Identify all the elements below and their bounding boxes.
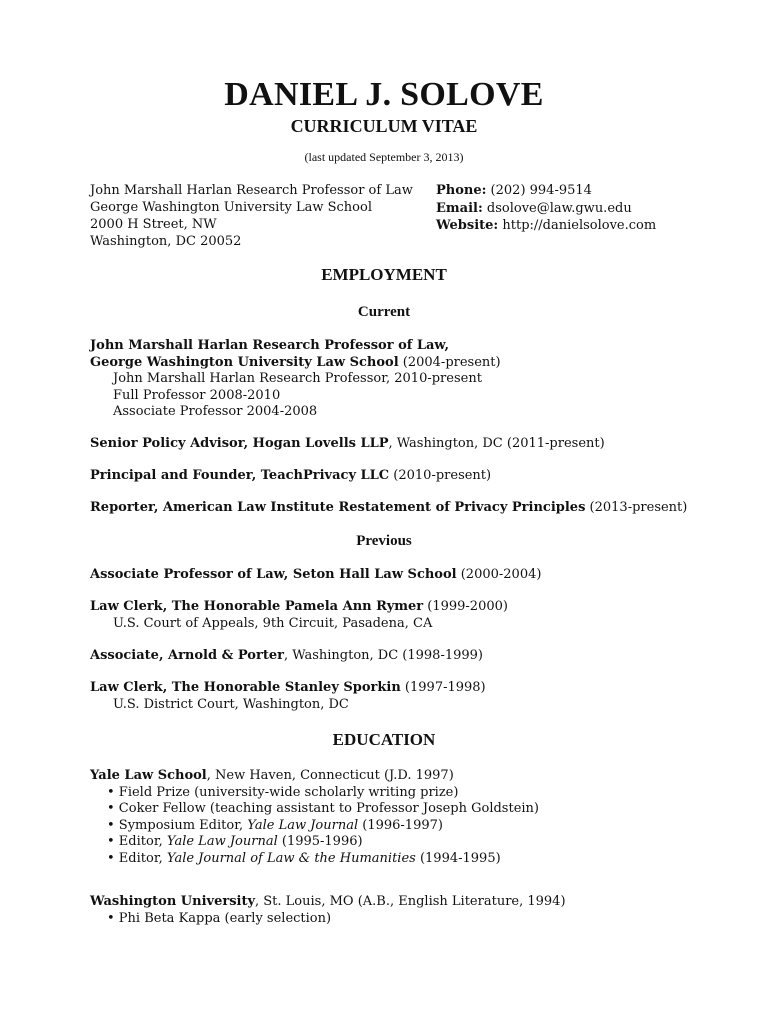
employment-heading: EMPLOYMENT (321, 265, 447, 284)
website-line (436, 217, 656, 235)
employment-entry (90, 599, 730, 632)
education-entry (90, 894, 730, 927)
current-heading: Current (357, 304, 411, 320)
address-line: John Marshall Harlan Research Professor of Law (90, 183, 413, 198)
email-line (436, 200, 656, 218)
website-link[interactable]: http://danielsolove.com (498, 218, 657, 233)
employment-entry (90, 500, 730, 517)
honor-item: • Symposium Editor, Yale Law Journal (1996-1997) (107, 817, 443, 833)
phone-label: Phone: (436, 183, 487, 198)
honor-item: • Editor, Yale Law Journal (1995-1996) (107, 834, 363, 849)
employment-entry (90, 680, 730, 713)
address-line: Washington, DC 20052 (90, 234, 242, 249)
honor-item: • Coker Fellow (teaching assistant to Professor Joseph Goldstein) (107, 801, 540, 816)
contact-info (436, 182, 656, 235)
position-detail: John Marshall Harlan Research Professor, 2010-present (113, 371, 482, 386)
address-line: George Washington University Law School (90, 200, 372, 215)
honor-item: • Editor, Yale Journal of Law & the Humanities (1994-1995) (107, 850, 501, 866)
position-detail: U.S. District Court, Washington, DC (113, 696, 349, 712)
phone-line (436, 182, 656, 200)
position-detail: U.S. Court of Appeals, 9th Circuit, Pasadena, CA (113, 615, 433, 631)
position-title: Associate, Arnold & Porter (90, 648, 284, 663)
mailing-address (90, 182, 413, 250)
position-title: Law Clerk, The Honorable Stanley Sporkin (90, 680, 401, 695)
position-details: (2013-present) (585, 500, 688, 515)
position-detail: Full Professor 2008-2010 (113, 387, 281, 403)
employment-entry (90, 436, 730, 453)
education-heading: EDUCATION (332, 730, 436, 749)
employment-entry (90, 338, 730, 421)
position-title: John Marshall Harlan Research Professor of Law, (90, 338, 450, 353)
position-title: Principal and Founder, TeachPrivacy LLC (90, 468, 390, 483)
address-line: 2000 H Street, NW (90, 217, 217, 232)
position-title: Senior Policy Advisor, Hogan Lovells LLP (90, 436, 389, 451)
honor-item: • Phi Beta Kappa (early selection) (107, 910, 332, 926)
position-dates: (2004-present) (398, 354, 501, 370)
position-title-cont: , American Law Institute Restatement of Privacy Principles (153, 500, 586, 515)
previous-heading: Previous (356, 533, 412, 549)
employment-entry (90, 648, 730, 665)
position-details: , Washington, DC (2011-present) (388, 436, 605, 451)
document-title: CURRICULUM VITAE (290, 116, 478, 136)
school-name: Washington University (90, 894, 256, 909)
school-details: , St. Louis, MO (A.B., English Literature, 1994) (255, 894, 566, 909)
school-details: , New Haven, Connecticut (J.D. 1997) (206, 768, 454, 783)
position-details: (1997-1998) (400, 680, 486, 695)
employment-entry (90, 567, 730, 584)
phone-value: (202) 994-9514 (486, 183, 592, 198)
employment-entry (90, 468, 730, 485)
email-value[interactable]: dsolove@law.gwu.edu (482, 200, 632, 216)
position-title: Reporter (90, 500, 154, 515)
education-entry (90, 768, 730, 867)
school-name: Yale Law School (90, 768, 207, 783)
honor-item: • Field Prize (university-wide scholarly writing prize) (107, 784, 459, 800)
position-details: , Washington, DC (1998-1999) (283, 648, 483, 663)
position-details: (2010-present) (389, 468, 492, 483)
position-details: (2000-2004) (456, 567, 542, 582)
position-title: Associate Professor of Law, Seton Hall Law School (90, 567, 457, 582)
website-label: Website: (436, 218, 499, 233)
position-details: (1999-2000) (423, 599, 508, 614)
position-title: Law Clerk, The Honorable Pamela Ann Rymer (90, 599, 424, 614)
last-updated-note: (last updated September 3, 2013) (304, 150, 464, 164)
author-name: DANIEL J. SOLOVE (224, 76, 544, 113)
email-label: Email: (436, 200, 483, 216)
position-employer: George Washington University Law School (90, 354, 399, 370)
position-detail: Associate Professor 2004-2008 (113, 404, 318, 419)
